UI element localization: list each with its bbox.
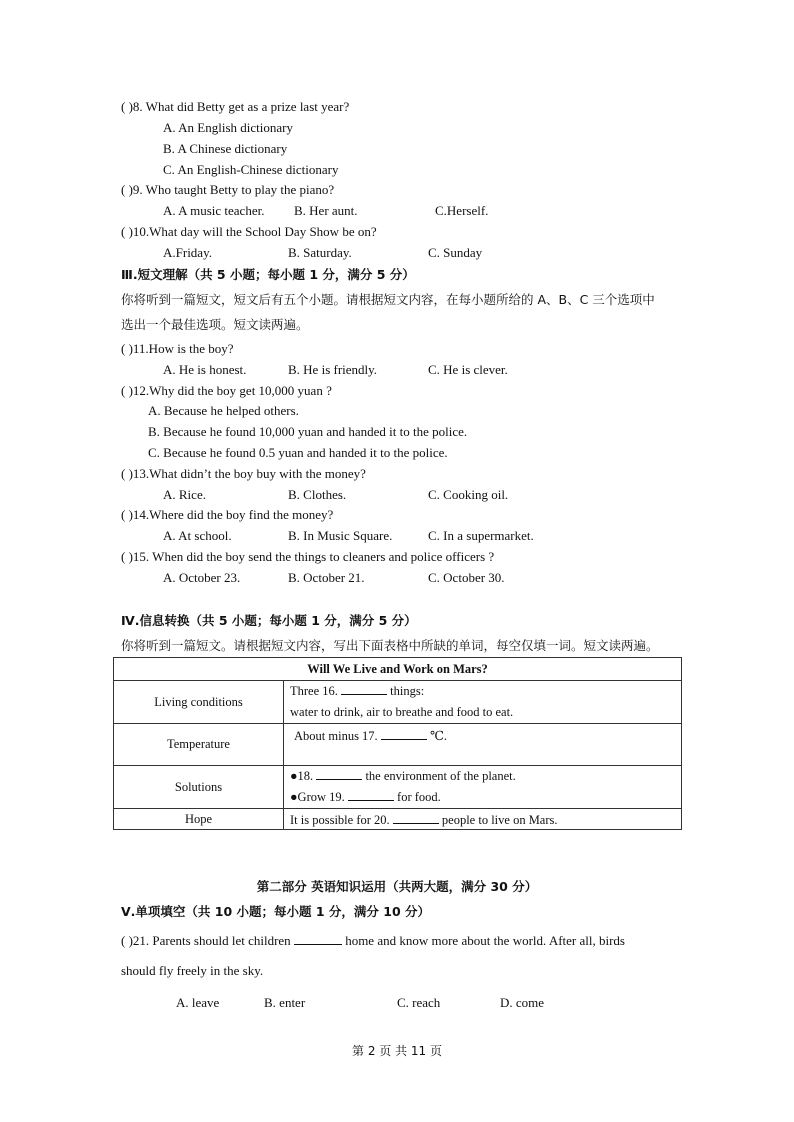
q21-option-d: D. come <box>500 995 545 1010</box>
table-title: Will We Live and Work on Mars? <box>114 658 682 681</box>
row-value-living-conditions <box>284 681 682 724</box>
page-footer: 第 2 页 共 11 页 <box>352 1044 442 1058</box>
q9-option-a: A. A music teacher. <box>163 203 265 218</box>
q10-option-c: C. Sunday <box>428 245 483 260</box>
question-12: ( )12.Why did the boy get 10,000 yuan ? <box>121 383 332 398</box>
q14-option-b: B. In Music Square. <box>288 528 393 543</box>
q10-option-a: A.Friday. <box>163 245 212 260</box>
q21-option-a: A. leave <box>176 995 220 1010</box>
q21-stem-a: ( )21. Parents should let children <box>121 933 291 948</box>
q21-stem-continued: should fly freely in the sky. <box>121 963 264 978</box>
q13-option-c: C. Cooking oil. <box>428 487 509 502</box>
q8-option-c: C. An English-Chinese dictionary <box>163 162 339 177</box>
row-label-hope: Hope <box>114 809 284 830</box>
table-row <box>114 724 682 766</box>
cell-text: Three 16. <box>290 684 338 698</box>
section-4-title: Ⅳ.信息转换（共 5 小题；每小题 1 分，满分 5 分） <box>121 613 417 628</box>
answer-blank-21[interactable] <box>294 932 342 945</box>
question-21 <box>121 932 625 949</box>
cell-text: ●18. <box>290 769 314 783</box>
q21-option-c: C. reach <box>397 995 441 1010</box>
question-10: ( )10.What day will the School Day Show be on? <box>121 224 377 239</box>
question-11: ( )11.How is the boy? <box>121 341 234 356</box>
answer-blank-18[interactable] <box>316 767 362 780</box>
q14-option-a: A. At school. <box>163 528 232 543</box>
answer-blank-19[interactable] <box>348 788 394 801</box>
cell-text: ●Grow 19. <box>290 790 345 804</box>
row-value-temperature <box>284 724 682 766</box>
part-2-title: 第二部分 英语知识运用（共两大题，满分 30 分） <box>256 879 538 894</box>
q12-option-a: A. Because he helped others. <box>148 403 299 418</box>
section-3-instruction-1: 你将听到一篇短文，短文后有五个小题。请根据短文内容，在每小题所给的 A、B、C 三个选项中 <box>121 292 655 307</box>
table-row <box>114 766 682 809</box>
q10-option-b: B. Saturday. <box>288 245 352 260</box>
q21-stem-b: home and know more about the world. After all, birds <box>345 933 625 948</box>
answer-blank-20[interactable] <box>393 811 439 824</box>
question-15: ( )15. When did the boy send the things to cleaners and police officers ? <box>121 549 495 564</box>
row-label-solutions: Solutions <box>114 766 284 809</box>
section-3-title: Ⅲ.短文理解（共 5 小题；每小题 1 分，满分 5 分） <box>121 267 415 282</box>
question-9: ( )9. Who taught Betty to play the piano? <box>121 182 335 197</box>
row-label-living-conditions: Living conditions <box>114 681 284 724</box>
cell-text: ℃. <box>429 729 448 743</box>
q15-option-c: C. October 30. <box>428 570 505 585</box>
q8-option-b: B. A Chinese dictionary <box>163 141 288 156</box>
cell-text: water to drink, air to breathe and food to eat. <box>290 705 514 719</box>
answer-blank-17[interactable] <box>381 727 427 740</box>
q12-option-b: B. Because he found 10,000 yuan and handed it to the police. <box>148 424 468 439</box>
q14-option-c: C. In a supermarket. <box>428 528 534 543</box>
q21-option-b: B. enter <box>264 995 306 1010</box>
q11-option-c: C. He is clever. <box>428 362 508 377</box>
row-value-solutions <box>284 766 682 809</box>
table-row <box>114 809 682 830</box>
cell-text: things: <box>390 684 425 698</box>
table-row <box>114 681 682 724</box>
cell-text: people to live on Mars. <box>441 812 558 827</box>
row-label-temperature: Temperature <box>114 724 284 766</box>
q9-option-b: B. Her aunt. <box>294 203 358 218</box>
cell-text: About minus 17. <box>294 729 378 743</box>
question-14: ( )14.Where did the boy find the money? <box>121 507 334 522</box>
cell-text: the environment of the planet. <box>365 769 516 783</box>
answer-blank-16[interactable] <box>341 682 387 695</box>
cell-text: It is possible for 20. <box>290 812 390 827</box>
row-value-hope <box>284 809 682 830</box>
q8-option-a: A. An English dictionary <box>163 120 293 135</box>
cell-text: for food. <box>397 790 441 804</box>
q12-option-c: C. Because he found 0.5 yuan and handed it to the police. <box>148 445 448 460</box>
q9-option-c: C.Herself. <box>435 203 489 218</box>
section-3-instruction-2: 选出一个最佳选项。短文读两遍。 <box>121 317 309 332</box>
info-table <box>113 657 682 830</box>
q11-option-a: A. He is honest. <box>163 362 247 377</box>
q13-option-a: A. Rice. <box>163 487 206 502</box>
q11-option-b: B. He is friendly. <box>288 362 378 377</box>
section-4-instruction: 你将听到一篇短文。请根据短文内容，写出下面表格中所缺的单词，每空仅填一词。短文读两遍。 <box>121 638 659 653</box>
q13-option-b: B. Clothes. <box>288 487 347 502</box>
question-8: ( )8. What did Betty get as a prize last year? <box>121 99 350 114</box>
q15-option-b: B. October 21. <box>288 570 365 585</box>
question-13: ( )13.What didn’t the boy buy with the money? <box>121 466 366 481</box>
q15-option-a: A. October 23. <box>163 570 241 585</box>
section-5-title: Ⅴ.单项填空（共 10 小题；每小题 1 分，满分 10 分） <box>121 904 431 919</box>
